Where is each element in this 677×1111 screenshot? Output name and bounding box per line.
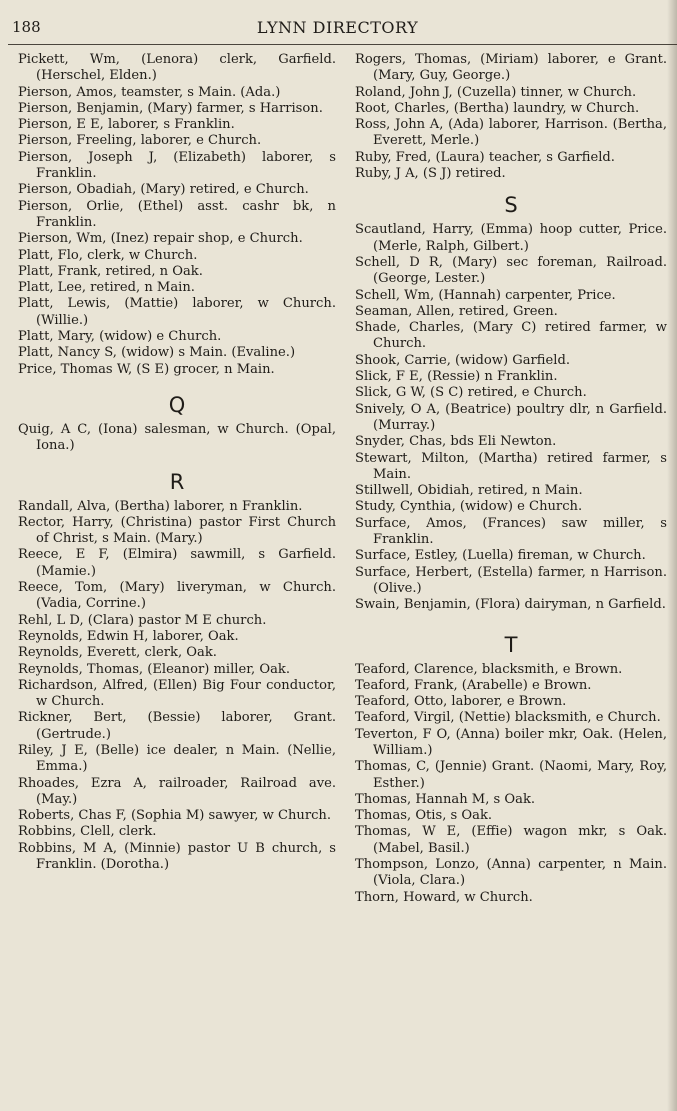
directory-entry: Snyder, Chas, bds Eli Newton. bbox=[355, 434, 557, 450]
directory-entry: Teaford, Frank, (Arabelle) e Brown. bbox=[355, 677, 592, 693]
directory-entry: Reynolds, Everett, clerk, Oak. bbox=[18, 645, 217, 661]
directory-entry: Platt, Flo, clerk, w Church. bbox=[18, 247, 198, 263]
directory-entry: Thorn, Howard, w Church. bbox=[355, 889, 533, 905]
left-column bbox=[18, 52, 336, 873]
directory-entry: Surface, Herbert, (Estella) farmer, n Harrison. (Olive.) bbox=[355, 564, 667, 596]
directory-entry: Reynolds, Thomas, (Eleanor) miller, Oak. bbox=[18, 661, 291, 677]
directory-entry: Pierson, Obadiah, (Mary) retired, e Church. bbox=[18, 182, 309, 198]
directory-entry: Thomas, Otis, s Oak. bbox=[355, 808, 493, 824]
directory-entry: Rogers, Thomas, (Miriam) laborer, e Grant. (Mary, Guy, George.) bbox=[355, 52, 667, 84]
directory-entry: Shade, Charles, (Mary C) retired farmer, w Church. bbox=[355, 320, 667, 352]
page-edge-shadow bbox=[667, 0, 677, 1111]
directory-entry: Thompson, Lonzo, (Anna) carpenter, n Main. (Viola, Clara.) bbox=[355, 857, 667, 889]
directory-entry: Price, Thomas W, (S E) grocer, n Main. bbox=[18, 361, 275, 377]
directory-entry: Robbins, Clell, clerk. bbox=[18, 824, 157, 840]
directory-entry: Roland, John J, (Cuzella) tinner, w Church. bbox=[355, 84, 637, 100]
directory-entry: Quig, A C, (Iona) salesman, w Church. (Opal, Iona.) bbox=[18, 421, 336, 454]
directory-entry: Root, Charles, (Bertha) laundry, w Church. bbox=[355, 100, 640, 116]
directory-entry: Rickner, Bert, (Bessie) laborer, Grant. (Gertrude.) bbox=[18, 710, 336, 742]
directory-entry: Ruby, J A, (S J) retired. bbox=[355, 166, 506, 182]
section-letter-t: T bbox=[504, 632, 518, 657]
directory-entry: Thomas, W E, (Effie) wagon mkr, s Oak. (Mabel, Basil.) bbox=[355, 824, 667, 856]
page-number: 188 bbox=[12, 18, 41, 36]
running-title: LYNN DIRECTORY bbox=[256, 18, 419, 37]
right-column bbox=[355, 52, 667, 906]
directory-entry: Reynolds, Edwin H, laborer, Oak. bbox=[18, 628, 239, 644]
directory-entry: Surface, Estley, (Luella) fireman, w Church. bbox=[355, 548, 646, 564]
directory-entry: Scautland, Harry, (Emma) hoop cutter, Price. (Merle, Ralph, Gilbert.) bbox=[355, 222, 667, 254]
directory-entry: Pierson, Joseph J, (Elizabeth) laborer, s Franklin. bbox=[18, 149, 336, 182]
directory-entry: Snively, O A, (Beatrice) poultry dlr, n Garfield. (Murray.) bbox=[355, 401, 667, 433]
directory-entry: Richardson, Alfred, (Ellen) Big Four conductor, w Church. bbox=[18, 677, 336, 710]
directory-entry: Reece, Tom, (Mary) liveryman, w Church. (Vadia, Corrine.) bbox=[18, 580, 336, 612]
directory-entry: Roberts, Chas F, (Sophia M) sawyer, w Church. bbox=[18, 808, 332, 824]
directory-entry: Platt, Mary, (widow) e Church. bbox=[18, 329, 222, 345]
directory-entry: Thomas, Hannah M, s Oak. bbox=[355, 791, 536, 807]
directory-entry: Seaman, Allen, retired, Green. bbox=[355, 303, 558, 319]
directory-entry: Rhoades, Ezra A, railroader, Railroad ave. (May.) bbox=[18, 775, 336, 807]
page-header bbox=[8, 16, 667, 42]
header-rule bbox=[8, 44, 677, 45]
section-spacer bbox=[18, 378, 336, 388]
directory-entry: Schell, Wm, (Hannah) carpenter, Price. bbox=[355, 287, 616, 303]
directory-entry: Pierson, E E, laborer, s Franklin. bbox=[18, 117, 235, 133]
directory-entry: Swain, Benjamin, (Flora) dairyman, n Garfield. bbox=[355, 597, 666, 613]
directory-entry: Pierson, Amos, teamster, s Main. (Ada.) bbox=[18, 84, 281, 100]
directory-entry: Stewart, Milton, (Martha) retired farmer, s Main. bbox=[355, 450, 667, 482]
directory-entry: Randall, Alva, (Bertha) laborer, n Franklin. bbox=[18, 498, 303, 514]
directory-entry: Thomas, C, (Jennie) Grant. (Naomi, Mary, Roy, Esther.) bbox=[355, 759, 667, 791]
section-letter-q: Q bbox=[168, 392, 186, 417]
directory-entry: Pierson, Benjamin, (Mary) farmer, s Harrison. bbox=[18, 100, 323, 116]
directory-entry: Surface, Amos, (Frances) saw miller, s Franklin. bbox=[355, 515, 667, 548]
directory-entry: Schell, D R, (Mary) sec foreman, Railroad. (George, Lester.) bbox=[355, 254, 667, 287]
section-letter-s: S bbox=[504, 193, 518, 218]
directory-entry: Pierson, Wm, (Inez) repair shop, e Church. bbox=[18, 231, 303, 247]
directory-entry: Platt, Lee, retired, n Main. bbox=[18, 280, 195, 296]
directory-entry: Platt, Lewis, (Mattie) laborer, w Church. (Willie.) bbox=[18, 296, 336, 328]
directory-entry: Ross, John A, (Ada) laborer, Harrison. (Bertha, Everett, Merle.) bbox=[355, 117, 667, 149]
directory-entry: Pierson, Orlie, (Ethel) asst. cashr bk, n Franklin. bbox=[18, 198, 336, 230]
directory-entry: Teaford, Clarence, blacksmith, e Brown. bbox=[355, 661, 623, 677]
directory-entry: Teverton, F O, (Anna) boiler mkr, Oak. (Helen, William.) bbox=[355, 726, 667, 758]
directory-entry: Slick, F E, (Ressie) n Franklin. bbox=[355, 369, 558, 385]
directory-entry: Pierson, Freeling, laborer, e Church. bbox=[18, 133, 262, 149]
directory-entry: Robbins, M A, (Minnie) pastor U B church, s Franklin. (Dorotha.) bbox=[18, 840, 336, 873]
directory-entry: Slick, G W, (S C) retired, e Church. bbox=[355, 385, 587, 401]
directory-entry: Rehl, L D, (Clara) pastor M E church. bbox=[18, 612, 267, 628]
directory-entry: Pickett, Wm, (Lenora) clerk, Garfield. (Herschel, Elden.) bbox=[18, 52, 336, 84]
directory-entry: Study, Cynthia, (widow) e Church. bbox=[355, 499, 583, 515]
directory-entry: Stillwell, Obidiah, retired, n Main. bbox=[355, 483, 583, 499]
directory-entry: Shook, Carrie, (widow) Garfield. bbox=[355, 352, 571, 368]
section-letter-r: R bbox=[169, 469, 185, 494]
directory-entry: Riley, J E, (Belle) ice dealer, n Main. (Nellie, Emma.) bbox=[18, 742, 336, 775]
directory-entry: Teaford, Virgil, (Nettie) blacksmith, e Church. bbox=[355, 710, 661, 726]
directory-entry: Platt, Nancy S, (widow) s Main. (Evaline.) bbox=[18, 345, 296, 361]
section-spacer bbox=[355, 614, 667, 628]
section-spacer bbox=[18, 455, 336, 465]
directory-entry: Rector, Harry, (Christina) pastor First Church of Christ, s Main. (Mary.) bbox=[18, 514, 336, 547]
directory-entry: Ruby, Fred, (Laura) teacher, s Garfield. bbox=[355, 149, 615, 165]
directory-entry: Reece, E F, (Elmira) sawmill, s Garfield. (Mamie.) bbox=[18, 547, 336, 579]
directory-entry: Teaford, Otto, laborer, e Brown. bbox=[355, 694, 567, 710]
directory-entry: Platt, Frank, retired, n Oak. bbox=[18, 263, 203, 279]
